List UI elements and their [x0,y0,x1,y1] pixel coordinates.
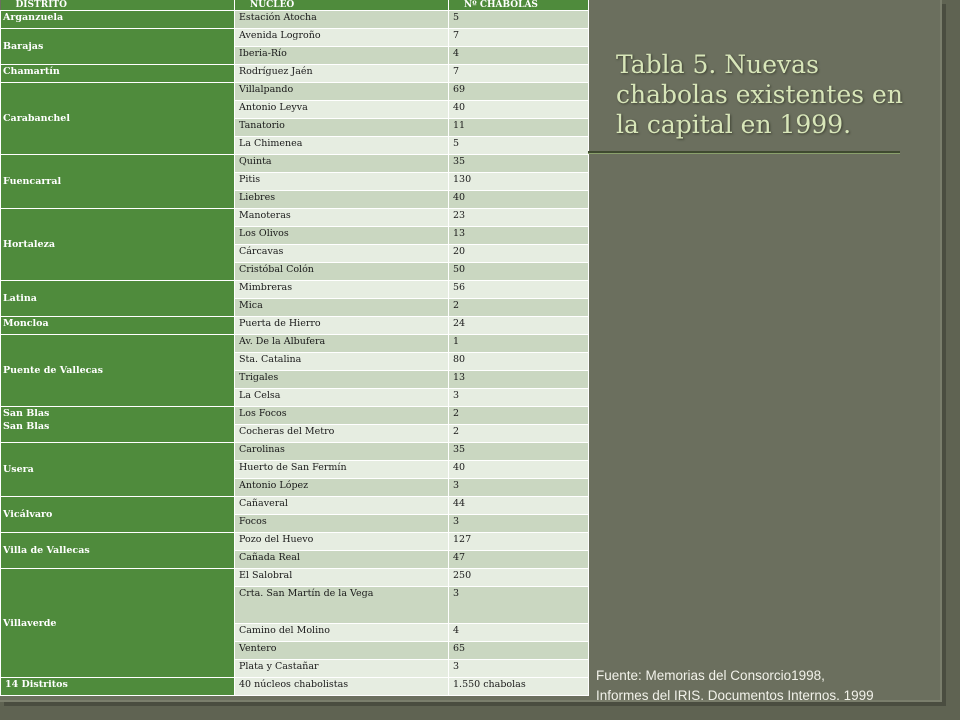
chabolas-cell: 35 [449,155,589,173]
nucleo-cell: Iberia-Río [235,47,449,65]
district-cell: Moncloa [1,317,235,335]
table-row [1,533,589,551]
district-cell: Usera [1,443,235,497]
chabolas-cell: 13 [449,371,589,389]
district-cell: Puente de Vallecas [1,335,235,407]
district-cell: Vicálvaro [1,497,235,533]
total-nucleos: 40 núcleos chabolistas [235,678,449,696]
chabolas-cell: 80 [449,353,589,371]
district-name-repeat: San Blas [3,421,50,432]
chabolas-cell: 23 [449,209,589,227]
table-row [1,407,589,425]
nucleo-cell: Los Focos [235,407,449,425]
header-chabolas: Nº CHABOLAS [449,0,589,11]
district-cell: Fuencarral [1,155,235,209]
nucleo-cell: Focos [235,515,449,533]
table-row [1,155,589,173]
table-body [1,11,589,696]
district-cell: Chamartín [1,65,235,83]
chabolas-cell: 69 [449,83,589,101]
chabolas-cell: 20 [449,245,589,263]
chabolas-cell: 50 [449,263,589,281]
table-row [1,569,589,587]
nucleo-cell: Huerto de San Fermín [235,461,449,479]
source-line-1: Fuente: Memorias del Consorcio1998, [596,668,825,683]
nucleo-cell: Ventero [235,642,449,660]
chabolas-cell: 3 [449,389,589,407]
nucleo-cell: Tanatorio [235,119,449,137]
chabolas-cell: 3 [449,660,589,678]
nucleo-cell: Mimbreras [235,281,449,299]
nucleo-cell: Cristóbal Colón [235,263,449,281]
chabolas-cell: 4 [449,624,589,642]
district-cell: Villa de Vallecas [1,533,235,569]
chabolas-cell: 130 [449,173,589,191]
chabolas-cell: 40 [449,101,589,119]
chabolas-cell: 35 [449,443,589,461]
chabolas-cell: 7 [449,29,589,47]
nucleo-cell: Estación Atocha [235,11,449,29]
nucleo-cell: Mica [235,299,449,317]
district-name: San Blas [3,408,50,419]
source-line-2: Informes del IRIS. Documentos Internos. 1999 [596,688,874,703]
district-cell: Latina [1,281,235,317]
nucleo-cell: Los Olivos [235,227,449,245]
nucleo-cell: El Salobral [235,569,449,587]
table-row [1,65,589,83]
chabolas-cell: 3 [449,515,589,533]
title-underline [588,151,900,153]
chabolas-cell: 56 [449,281,589,299]
nucleo-cell: Av. De la Albufera [235,335,449,353]
nucleo-cell: Antonio López [235,479,449,497]
nucleo-cell: Trigales [235,371,449,389]
table-row [1,209,589,227]
nucleo-cell: Quinta [235,155,449,173]
table-row [1,11,589,29]
nucleo-cell: Sta. Catalina [235,353,449,371]
district-cell: Arganzuela [1,11,235,29]
chabolas-cell: 2 [449,407,589,425]
nucleo-cell: Antonio Leyva [235,101,449,119]
chabolas-cell: 13 [449,227,589,245]
nucleo-cell: Puerta de Hierro [235,317,449,335]
chabolas-cell: 1 [449,335,589,353]
chabolas-cell: 40 [449,461,589,479]
nucleo-cell: La Celsa [235,389,449,407]
total-districts: 14 Distritos [1,678,235,696]
table-row [1,281,589,299]
table-header-row [1,0,589,11]
nucleo-cell: Liebres [235,191,449,209]
chabolas-cell: 7 [449,65,589,83]
nucleo-cell: Pozo del Huevo [235,533,449,551]
nucleo-cell: Villalpando [235,83,449,101]
total-row [1,678,589,696]
chabolas-cell: 44 [449,497,589,515]
source-note [596,666,946,706]
nucleo-cell: Pitis [235,173,449,191]
nucleo-cell: Rodríguez Jaén [235,65,449,83]
header-nucleo: NÚCLEO [235,0,449,11]
header-distrito: DISTRITO [1,0,235,11]
chabolas-cell: 3 [449,479,589,497]
chabolas-cell: 5 [449,11,589,29]
chabolas-cell: 11 [449,119,589,137]
chabolas-cell: 65 [449,642,589,660]
table-row [1,83,589,101]
chabolas-cell: 250 [449,569,589,587]
nucleo-cell: Carolinas [235,443,449,461]
table-row [1,317,589,335]
nucleo-cell: Cocheras del Metro [235,425,449,443]
chabolas-cell: 47 [449,551,589,569]
table-row [1,29,589,47]
table-row [1,335,589,353]
chabolas-cell: 127 [449,533,589,551]
chabolas-cell: 3 [449,587,589,624]
nucleo-cell: Camino del Molino [235,624,449,642]
slide-title: Tabla 5. Nuevas chabolas existentes en la capital en 1999. [616,50,903,139]
table-row [1,443,589,461]
nucleo-cell: Cárcavas [235,245,449,263]
chabolas-cell: 4 [449,47,589,65]
district-cell: Hortaleza [1,209,235,281]
district-cell: Carabanchel [1,83,235,155]
nucleo-cell: Crta. San Martín de la Vega [235,587,449,624]
nucleo-cell: Avenida Logroño [235,29,449,47]
district-cell: Villaverde [1,569,235,678]
nucleo-cell: Cañaveral [235,497,449,515]
district-cell [1,407,235,443]
nucleo-cell: La Chimenea [235,137,449,155]
chabolas-cell: 24 [449,317,589,335]
chabolas-cell: 2 [449,425,589,443]
nucleo-cell: Plata y Castañar [235,660,449,678]
total-chabolas: 1.550 chabolas [449,678,589,696]
table-row [1,497,589,515]
nucleo-cell: Manoteras [235,209,449,227]
chabolas-cell: 2 [449,299,589,317]
nucleo-cell: Cañada Real [235,551,449,569]
district-cell: Barajas [1,29,235,65]
chabolas-cell: 5 [449,137,589,155]
chabolas-cell: 40 [449,191,589,209]
